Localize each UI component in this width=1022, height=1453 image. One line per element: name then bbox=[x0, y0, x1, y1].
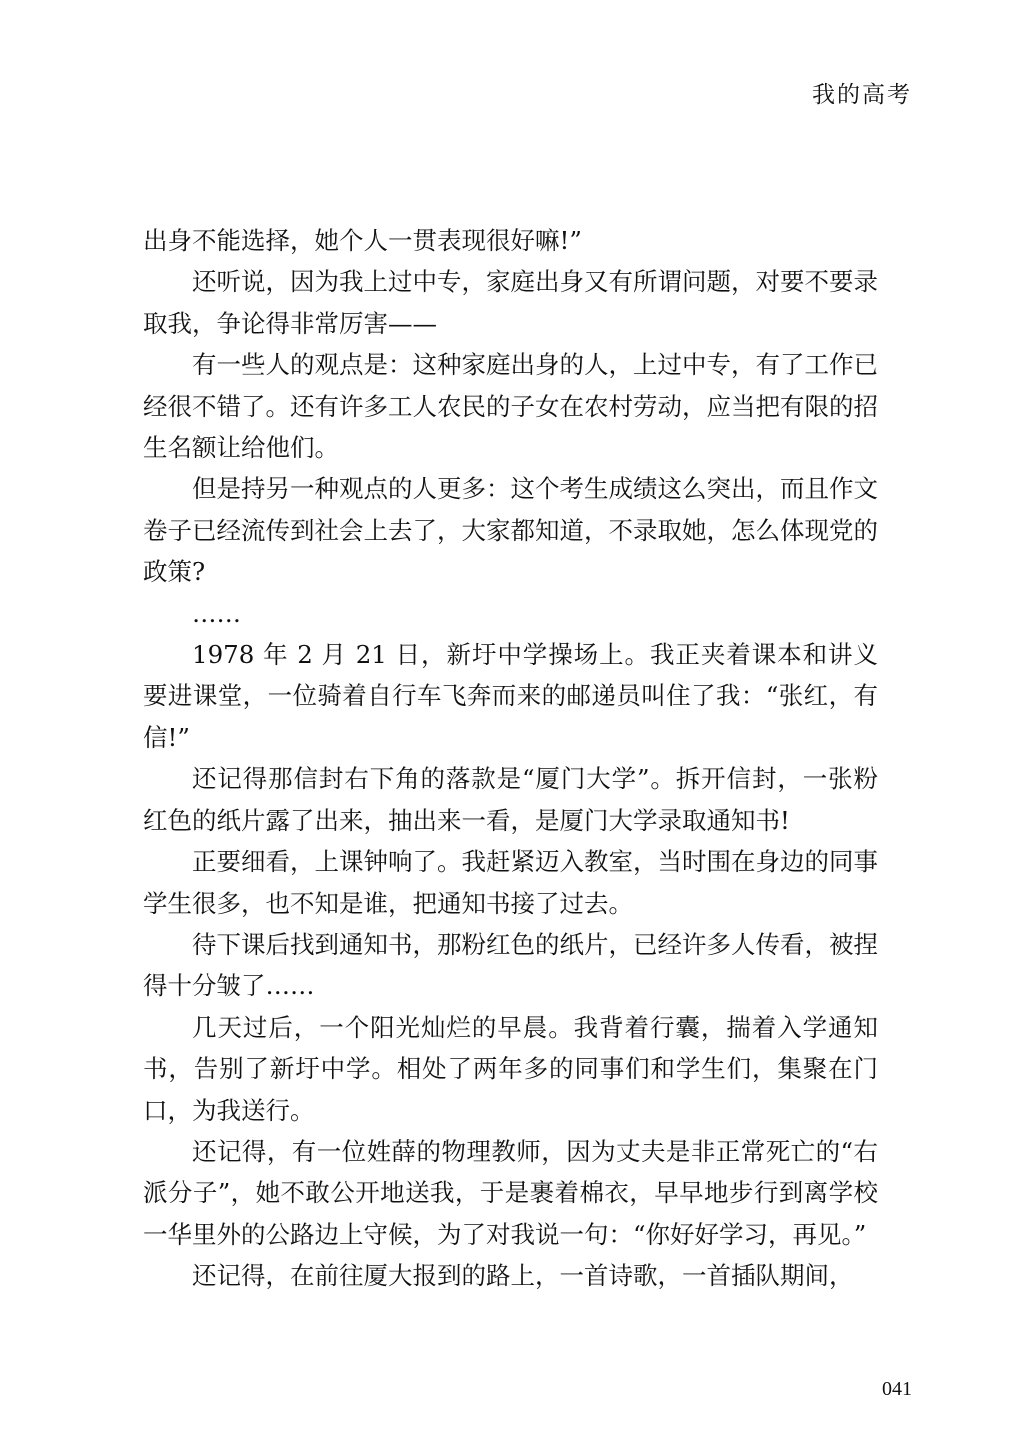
paragraph: 还听说，因为我上过中专，家庭出身又有所谓问题，对要不要录取我，争论得非常厉害—— bbox=[143, 267, 878, 338]
paragraph: 出身不能选择，她个人一贯表现很好嘛!” bbox=[143, 226, 582, 255]
running-header: 我的高考 bbox=[812, 82, 912, 108]
ellipsis-paragraph: …… bbox=[192, 598, 241, 628]
paragraph: 有一些人的观点是：这种家庭出身的人，上过中专，有了工作已经很不错了。还有许多工人农民的子女在农村劳动，应当把有限的招生名额让给他们。 bbox=[143, 350, 878, 463]
paragraph: 1978 年 2 月 21 日，新圩中学操场上。我正夹着课本和讲义要进课堂，一位骑着自行车飞奔而来的邮递员叫住了我：“张红，有信!” bbox=[143, 640, 878, 752]
page-number: 041 bbox=[882, 1378, 912, 1400]
body-text bbox=[143, 220, 878, 1297]
paragraph: 但是持另一种观点的人更多：这个考生成绩这么突出，而且作文卷子已经流传到社会上去了，大家都知道，不录取她，怎么体现党的政策? bbox=[143, 474, 878, 587]
paragraph: 几天过后，一个阳光灿烂的早晨。我背着行囊，揣着入学通知书，告别了新圩中学。相处了两年多的同事们和学生们，集聚在门口，为我送行。 bbox=[143, 1012, 878, 1125]
paragraph: 还记得，有一位姓薛的物理教师，因为丈夫是非正常死亡的“右派分子”，她不敢公开地送我，于是裹着棉衣，早早地步行到离学校一华里外的公路边上守候，为了对我说一句：“你好好学习，再见。” bbox=[143, 1136, 878, 1249]
paragraph: 正要细看，上课钟响了。我赶紧迈入教室，当时围在身边的同事学生很多，也不知是谁，把通知书接了过去。 bbox=[143, 847, 878, 918]
paragraph: 待下课后找到通知书，那粉红色的纸片，已经许多人传看，被捏得十分皱了…… bbox=[143, 929, 878, 1001]
paragraph: 还记得那信封右下角的落款是“厦门大学”。拆开信封，一张粉红色的纸片露了出来，抽出来一看，是厦门大学录取通知书! bbox=[143, 764, 878, 835]
paragraph: 还记得，在前往厦大报到的路上，一首诗歌，一首插队期间， bbox=[192, 1261, 854, 1291]
